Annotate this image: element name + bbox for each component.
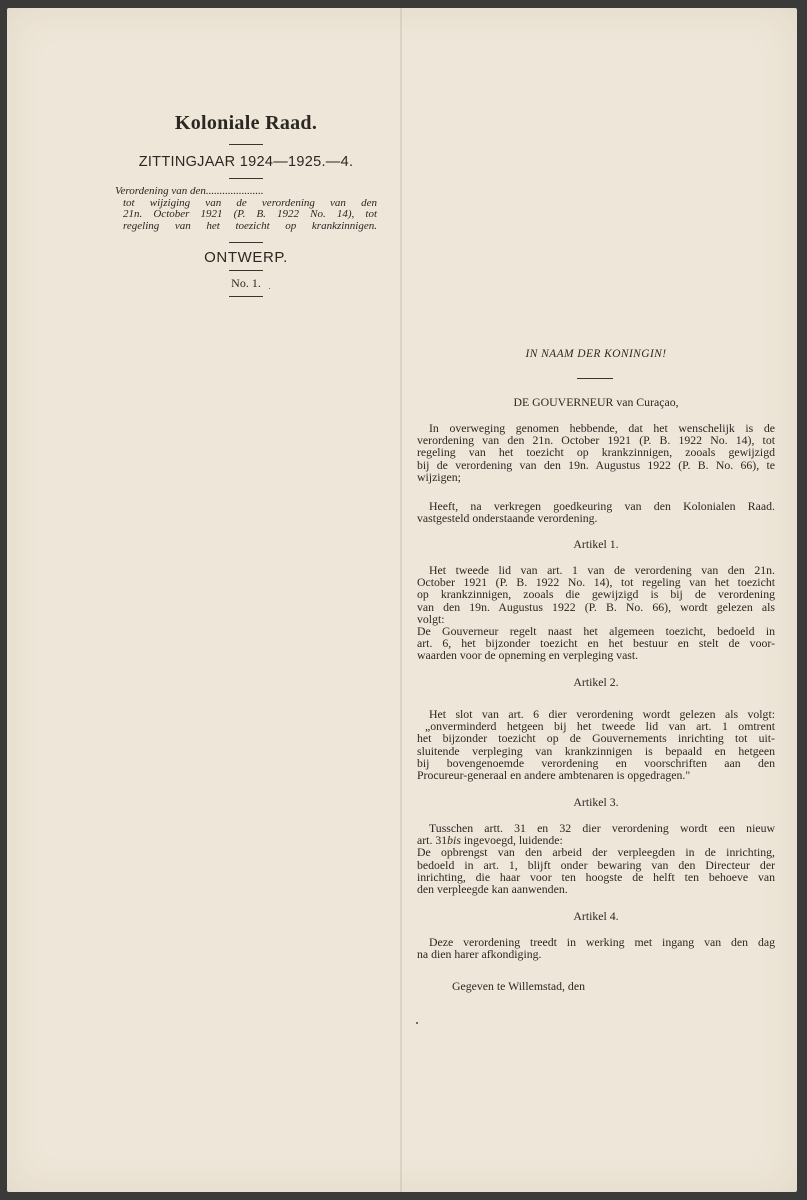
session-year: ZITTINGJAAR 1924—1925.—4.: [138, 154, 354, 170]
draft-label: ONTWERP.: [204, 249, 288, 266]
text-line: Heeft, na verkregen goedkeuring van den Kolonialen Raad.: [429, 499, 775, 513]
article-1-text: [417, 564, 775, 662]
text-line: inrichting, die haar voor ten hoogste de helft ten behoeve van: [417, 869, 775, 884]
text-line: bedoeld in art. 1, blijft onder bewaring van den Directeur der: [417, 857, 775, 872]
governor-line: DE GOUVERNEUR van Curaçao,: [513, 395, 679, 409]
text-line: op krankzinnigen, zooals die gewijzigd is bij de verordening: [417, 587, 775, 602]
text-line: den verpleegde kan aanwenden.: [417, 882, 568, 897]
text-line: regeling van het toezicht op krankzinnigen, zooals gewijzigd: [417, 445, 775, 460]
text-line: Het tweede lid van art. 1 van de verordening van den 21n.: [429, 563, 775, 577]
text-line: sluitende verpleging van krankzinnigen is bepaald en hetgeen: [417, 743, 775, 758]
description-line: 21n. October 1921 (P. B. 1922 No. 14), tot: [123, 208, 377, 220]
ordinance-description: [115, 186, 377, 232]
text-line: wijzigen;: [417, 469, 461, 484]
text-line: van den 19n. Augustus 1922 (P. B. No. 66), wordt gelezen als: [417, 599, 775, 614]
text-line: In overweging genomen hebbende, dat het wenschelijk is de: [429, 421, 775, 435]
text-line: bij de verordening van den 19n. Augustus 1922 (P. B. No. 66), te: [417, 457, 775, 472]
text-line: art. 31bis ingevoegd, luidende:: [417, 833, 563, 848]
description-line: tot wijziging van de verordening van den: [123, 196, 377, 209]
article-title: Artikel 4.: [573, 909, 619, 923]
text-line: De opbrengst van den arbeid der verpleegden in de inrichting,: [417, 845, 775, 860]
text-line: Procureur-generaal en andere ambtenaren is opgedragen.": [417, 768, 691, 783]
document-number: No. 1.: [231, 276, 261, 290]
article-4-text: [417, 936, 775, 960]
divider: [229, 296, 263, 297]
article-title: Artikel 3.: [573, 795, 619, 809]
royal-heading: IN NAAM DER KONINGIN!: [525, 348, 667, 360]
preamble-paragraph: [417, 422, 775, 483]
text-line: „onverminderd hetgeen bij het tweede lid van art. 1 omtrent: [425, 719, 775, 734]
page-fold: [400, 8, 402, 1192]
text-line: vastgesteld onderstaande verordening.: [417, 511, 598, 526]
text-line: Deze verordening treedt in werking met ingang van den dag: [429, 935, 775, 949]
ink-speck: [416, 1022, 418, 1024]
text-line: waarden voor de opneming en verpleging vast.: [417, 648, 639, 663]
closing-line: Gegeven te Willemstad, den: [452, 979, 585, 993]
text-line: volgt:: [417, 611, 445, 626]
article-title: Artikel 2.: [573, 675, 619, 689]
text-line: het bijzonder toezicht op de Gouvernements inrichting tot uit-: [417, 731, 775, 746]
divider: [229, 144, 263, 145]
text-line: art. 6, het bijzonder toezicht en het bestuur en stelt de voor-: [417, 636, 775, 651]
description-line: Verordening van den.....................: [115, 185, 264, 197]
article-2-text: [417, 708, 775, 781]
text-line: Tusschen artt. 31 en 32 dier verordening wordt een nieuw: [429, 821, 775, 835]
text-line: Het slot van art. 6 dier verordening wordt gelezen als volgt:: [429, 707, 775, 721]
text-line: De Gouverneur regelt naast het algemeen toezicht, bedoeld in: [417, 624, 775, 639]
text-line: na dien harer afkondiging.: [417, 947, 542, 962]
enactment-paragraph: [417, 500, 775, 524]
council-title: Koloniale Raad.: [174, 112, 318, 134]
article-3-text: [417, 822, 775, 895]
text-line: verordening van den 21n. October 1921 (P. B. 1922 No. 14), tot: [417, 433, 775, 448]
divider: [577, 378, 613, 379]
description-line: regeling van het toezicht op krankzinnigen.: [123, 219, 377, 232]
divider: [229, 178, 263, 179]
text-line: October 1921 (P. B. 1922 No. 14), tot regeling van het toezicht: [417, 575, 775, 590]
article-title: Artikel 1.: [573, 537, 619, 551]
ink-speck: [269, 288, 270, 289]
divider: [229, 242, 263, 243]
document-page: [7, 8, 797, 1192]
text-line: bij bovengenoemde verordening en voorschriften aan den: [417, 755, 775, 770]
divider: [229, 270, 263, 271]
